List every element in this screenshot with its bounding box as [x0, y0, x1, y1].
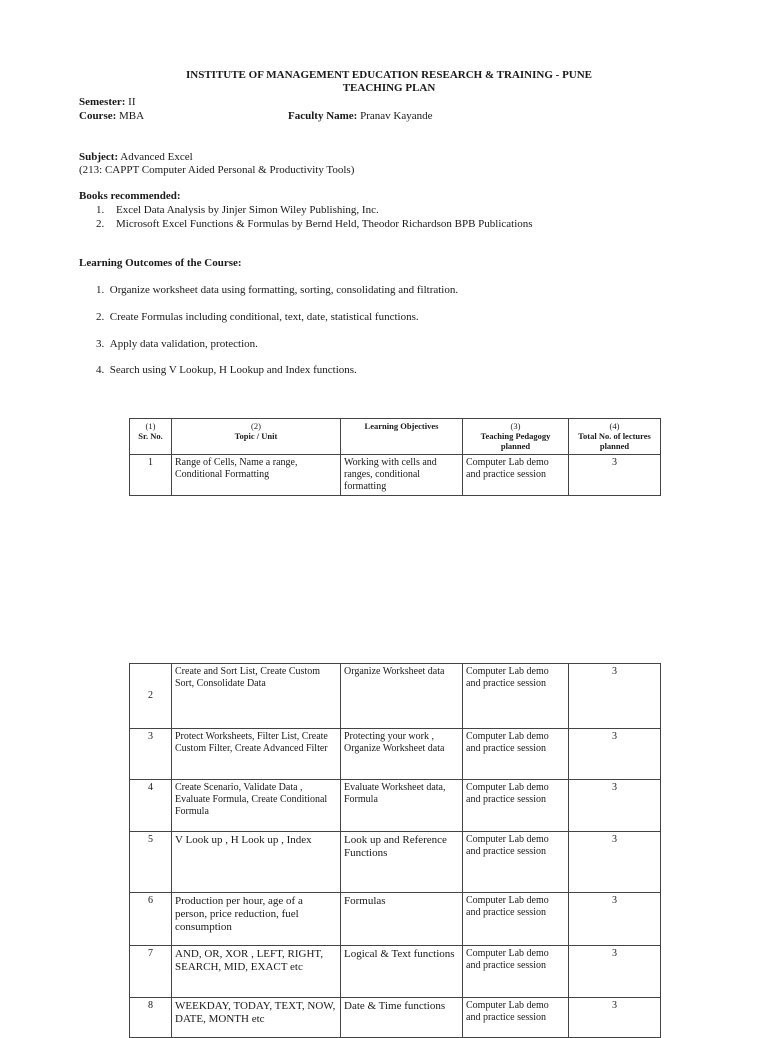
lectures-cell: 3 [569, 832, 661, 893]
table-row [130, 998, 661, 1038]
course-value: MBA [116, 110, 145, 122]
topic-cell: Create and Sort List, Create Custom Sort, Consolidate Data [172, 664, 341, 729]
table-row [130, 729, 661, 780]
topic-cell: Create Scenario, Validate Data , Evaluate Formula, Create Conditional Formula [172, 780, 341, 832]
lectures-cell: 3 [569, 946, 661, 998]
table-row [130, 946, 661, 998]
books-list [96, 204, 533, 232]
outcome-number: 1. [96, 284, 105, 296]
table-row [130, 832, 661, 893]
teaching-plan-table-top [129, 418, 661, 496]
pedagogy-cell: Computer Lab demo and practice session [463, 729, 569, 780]
sr-no-cell: 5 [130, 832, 172, 893]
header-objectives: Learning Objectives [341, 419, 463, 455]
header-lectures: (4) Total No. of lectures planned [569, 419, 661, 455]
sr-no-cell: 6 [130, 893, 172, 946]
sr-no-cell: 1 [130, 454, 172, 495]
topic-cell: AND, OR, XOR , LEFT, RIGHT, SEARCH, MID, EXACT etc [172, 946, 341, 998]
header-sr-no: (1) Sr. No. [130, 419, 172, 455]
semester-value: II [125, 96, 136, 108]
semester-label: Semester: [79, 96, 126, 108]
course-line [79, 110, 144, 124]
book-number: 2. [96, 218, 105, 230]
objective-cell: Formulas [341, 893, 463, 946]
header-topic: (2) Topic / Unit [172, 419, 341, 455]
outcomes-heading: Learning Outcomes of the Course: [79, 257, 242, 269]
pedagogy-cell: Computer Lab demo and practice session [463, 946, 569, 998]
teaching-plan-title: TEACHING PLAN [342, 82, 436, 94]
subject-label: Subject: [79, 151, 119, 163]
pedagogy-cell: Computer Lab demo and practice session [463, 998, 569, 1038]
subject-line [79, 151, 193, 165]
outcome-number: 3. [96, 338, 105, 350]
book-number: 1. [96, 204, 105, 216]
outcome-item [96, 338, 258, 352]
sr-no-cell: 2 [130, 664, 172, 729]
objective-cell: Date & Time functions [341, 998, 463, 1038]
sr-no-cell: 7 [130, 946, 172, 998]
outcome-item [96, 364, 357, 378]
faculty-value: Pranav Kayande [357, 110, 433, 122]
outcome-text: Search using V Lookup, H Lookup and Index functions. [109, 364, 357, 376]
pedagogy-cell: Computer Lab demo and practice session [463, 454, 569, 495]
book-title: Excel Data Analysis by Jinjer Simon Wiley Publishing, Inc. [116, 204, 379, 216]
objective-cell: Evaluate Worksheet data, Formula [341, 780, 463, 832]
table-header-row [130, 419, 661, 455]
outcome-item [96, 284, 458, 298]
lectures-cell: 3 [569, 454, 661, 495]
faculty-line [288, 110, 432, 124]
lectures-cell: 3 [569, 998, 661, 1038]
topic-cell: V Look up , H Look up , Index [172, 832, 341, 893]
topic-cell: Production per hour, age of a person, price reduction, fuel consumption [172, 893, 341, 946]
outcome-text: Apply data validation, protection. [109, 338, 258, 350]
sr-no-cell: 3 [130, 729, 172, 780]
subject-code: (213: CAPPT Computer Aided Personal & Productivity Tools) [79, 164, 355, 176]
sr-no-cell: 4 [130, 780, 172, 832]
semester-line [79, 96, 136, 110]
outcome-text: Organize worksheet data using formatting, sorting, consolidating and filtration. [109, 284, 459, 296]
lectures-cell: 3 [569, 893, 661, 946]
table-row [130, 664, 661, 729]
header-pedagogy: (3) Teaching Pedagogy planned [463, 419, 569, 455]
sr-no-cell: 8 [130, 998, 172, 1038]
book-item [96, 204, 533, 218]
outcome-number: 4. [96, 364, 105, 376]
pedagogy-cell: Computer Lab demo and practice session [463, 664, 569, 729]
table-row [130, 780, 661, 832]
teaching-plan-table-bottom [129, 663, 661, 1038]
table-row [130, 893, 661, 946]
objective-cell: Protecting your work , Organize Worksheet data [341, 729, 463, 780]
objective-cell: Working with cells and ranges, conditional formatting [341, 454, 463, 495]
institute-title: INSTITUTE OF MANAGEMENT EDUCATION RESEARCH & TRAINING - PUNE [185, 69, 593, 81]
objective-cell: Organize Worksheet data [341, 664, 463, 729]
subject-value: Advanced Excel [118, 151, 193, 163]
faculty-label: Faculty Name: [288, 110, 358, 122]
objective-cell: Logical & Text functions [341, 946, 463, 998]
topic-cell: WEEKDAY, TODAY, TEXT, NOW, DATE, MONTH etc [172, 998, 341, 1038]
outcome-number: 2. [96, 311, 105, 323]
book-title: Microsoft Excel Functions & Formulas by Bernd Held, Theodor Richardson BPB Publications [116, 218, 533, 230]
objective-cell: Look up and Reference Functions [341, 832, 463, 893]
lectures-cell: 3 [569, 664, 661, 729]
pedagogy-cell: Computer Lab demo and practice session [463, 832, 569, 893]
lectures-cell: 3 [569, 729, 661, 780]
outcome-item [96, 311, 419, 325]
lectures-cell: 3 [569, 780, 661, 832]
table-row [130, 454, 661, 495]
course-label: Course: [79, 110, 117, 122]
topic-cell: Protect Worksheets, Filter List, Create Custom Filter, Create Advanced Filter [172, 729, 341, 780]
pedagogy-cell: Computer Lab demo and practice session [463, 780, 569, 832]
pedagogy-cell: Computer Lab demo and practice session [463, 893, 569, 946]
book-item [96, 218, 533, 232]
books-heading: Books recommended: [79, 190, 181, 202]
topic-cell: Range of Cells, Name a range, Conditional Formatting [172, 454, 341, 495]
outcome-text: Create Formulas including conditional, text, date, statistical functions. [109, 311, 419, 323]
